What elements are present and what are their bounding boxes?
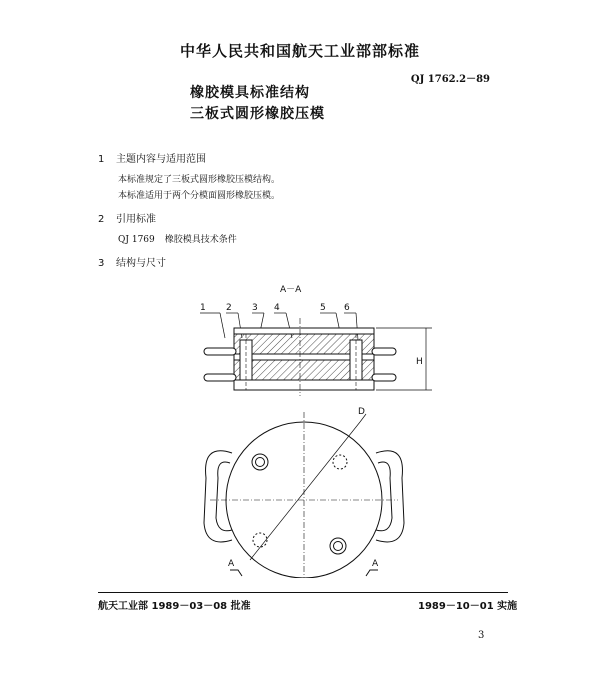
mold-drawing [180, 278, 440, 578]
section-1-paragraph-2: 本标准适用于两个分模面圆形橡胶压模。 [118, 191, 281, 201]
section-3-heading [98, 254, 166, 269]
effective-date: 1989－10－01 实施 [418, 601, 518, 612]
height-dimension-label: H [416, 357, 423, 367]
plan-view [204, 412, 404, 578]
page-number: 3 [478, 630, 485, 641]
part-label-4: 4 [274, 303, 280, 313]
reference-code: QJ 1769 [118, 235, 155, 245]
part-label-1: 1 [200, 303, 206, 313]
section-1-heading [98, 150, 206, 165]
handle-right-section [372, 348, 396, 381]
part-label-6: 6 [344, 303, 350, 313]
diameter-dimension-label: D [358, 407, 365, 417]
approval-date: 航天工业部 1989－03－08 批准 [98, 601, 251, 612]
section-view-label: A－A [280, 285, 302, 295]
reference-title: 橡胶模具技术条件 [164, 235, 237, 245]
section-number: 3 [98, 258, 105, 269]
section-1-paragraph-1: 本标准规定了三板式圆形橡胶压模结构。 [118, 175, 281, 185]
section-2-heading [98, 210, 156, 225]
section-title: 主题内容与适用范围 [116, 154, 206, 165]
section-title: 引用标准 [116, 214, 156, 225]
section-number: 1 [98, 154, 105, 165]
section-title: 结构与尺寸 [116, 258, 166, 269]
cut-marker-right: A [372, 559, 379, 569]
document-title-line-1: 橡胶模具标准结构 [190, 85, 310, 101]
standard-code: QJ 1762.2－89 [410, 74, 490, 85]
section-view [234, 318, 374, 396]
footer-divider [98, 592, 508, 593]
issuing-organization: 中华人民共和国航天工业部部标准 [179, 42, 420, 60]
section-number: 2 [98, 214, 105, 225]
part-label-3: 3 [252, 303, 258, 313]
cut-marker-left: A [228, 559, 235, 569]
part-label-5: 5 [320, 303, 326, 313]
part-label-2: 2 [226, 303, 232, 313]
handle-left-section [204, 348, 236, 381]
document-title-line-2: 三板式圆形橡胶压模 [190, 106, 325, 122]
reference-standard [118, 232, 237, 245]
